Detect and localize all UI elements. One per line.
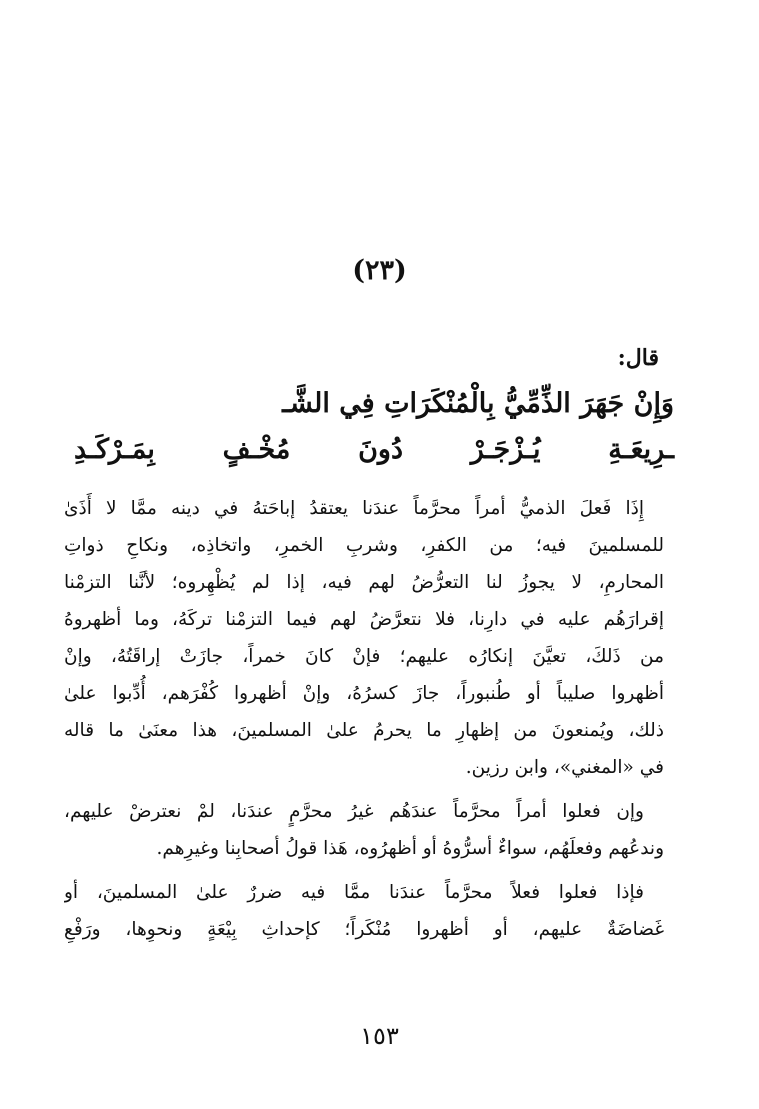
text-line: ذلك، ويُمنعونَ من إظهارِ ما يحرمُ علىٰ المسلمينَ، هذا معنَىٰ ما قاله [64, 720, 664, 741]
text-line: وندعُهم وفعلَهُم، سواءٌ أسرُّوهُ أو أظهرُوه، هَذا قولُ أصحابِنا وغيرِهم. [156, 838, 664, 859]
text-line: غَضاضَةٌ عليهم، أو أظهروا مُنْكَراً؛ كإحداثِ بِيْعَةٍ ونحوِها، ورَفْعِ [64, 919, 664, 940]
verse-line-1: وَإِنْ جَهَرَ الذِّمِّيُّ بِالْمُنْكَرَاتِ فِي الشَّـ [282, 388, 674, 419]
qal-label: قال: [617, 345, 659, 371]
text-line: إقرارَهُم عليه في دارِنا، فلا نتعرَّضُ لهم فيما التزمْنا تركَهُ، وما أظهروهُ [64, 609, 664, 630]
text-line: إِذَا فَعلَ الذميُّ أمراً محرَّماً عندَنا يعتقدُ إباحَتهُ في دينه ممَّا لا أَذَىٰ [64, 498, 644, 519]
section-number: (٢٣) [352, 255, 407, 286]
text-line: المحارمِ، لا يجوزُ لنا التعرُّضُ لهم فيه، إذا لم يُظْهِروه؛ لأنَّنا التزمْنا [64, 572, 664, 593]
text-line: في «المغني»، وابن رزين. [465, 757, 664, 778]
text-line: أظهروا صليباً أو طُنبوراً، جازَ كسرُهُ، وإنْ أظهروا كُفْرَهم، أُدِّبوا علىٰ [64, 683, 664, 704]
verse-line-2: ـرِيعَـةِ يُـزْجَـرْ دُونَ مُخْـفٍ بِمَـرْكَـدِ [74, 434, 674, 465]
text-line: فإذا فعلوا فعلاً محرَّماً عندَنا ممَّا فيه ضررٌ علىٰ المسلمينَ، أو [64, 882, 644, 903]
page-number: ١٥٣ [360, 1022, 399, 1050]
commentary-body [64, 490, 664, 948]
text-line: من ذَلكَ، تعيَّنَ إنكارُه عليهم؛ فإنْ كانَ خمراً، جازَتْ إراقَتُهُ، وإنْ [64, 646, 664, 667]
text-line: للمسلمينَ فيه؛ من الكفرِ، وشربِ الخمرِ، واتخاذِه، ونكاحِ ذواتِ [64, 535, 664, 556]
text-line: وإن فعلوا أمراً محرَّماً عندَهُم غيرُ محرَّمٍ عندَنا، لمْ نعترضْ عليهم، [64, 801, 644, 822]
